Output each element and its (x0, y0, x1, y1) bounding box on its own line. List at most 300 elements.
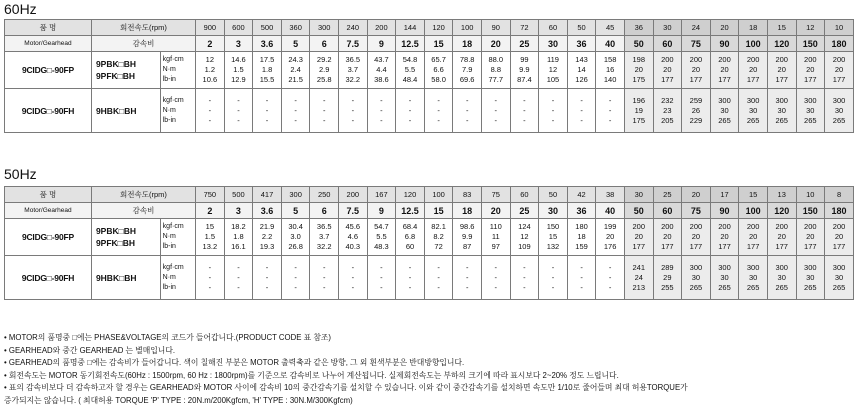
torque-value: 110 (489, 222, 502, 231)
torque-value: 30 (834, 272, 844, 282)
torque-value: - (465, 262, 469, 272)
speed-header: 회전속도(rpm) (91, 20, 195, 36)
torque-value: - (580, 272, 583, 282)
torque-unit: kgf·cm (162, 263, 184, 271)
torque-value: - (608, 272, 612, 282)
torque-value: - (437, 115, 440, 125)
torque-value: - (294, 272, 297, 282)
torque-value: 177 (804, 242, 817, 251)
torque-cell (767, 256, 796, 300)
ratio-cell: 120 (767, 36, 796, 52)
note-line: • 표의 감속비보다 더 감속하고자 할 경우는 GEARHEAD와 MOTOR 사이에 감속비 10의 중간감속기를 설치할 수 있습니다. 이와 같이 중간감속기를 설치하면 속도만 1/10로 줄어들며 최대 허용TORQUE가 (4, 383, 688, 392)
torque-value: 109 (518, 242, 531, 251)
torque-value: 30 (806, 105, 815, 115)
torque-value: - (523, 262, 526, 272)
torque-value: 78.8 (459, 55, 475, 64)
torque-value: - (294, 95, 297, 105)
torque-cell (424, 256, 453, 300)
torque-value: 196 (632, 95, 645, 105)
torque-value: 177 (746, 242, 760, 251)
motor-gearhead-header: Motor/Gearhead (5, 203, 92, 219)
torque-value: 2.4 (290, 65, 301, 74)
ratio-cell: 90 (710, 36, 739, 52)
torque-value: 1.2 (204, 65, 216, 74)
torque-value: 175 (632, 115, 645, 125)
ratio-cell: 90 (710, 203, 739, 219)
torque-unit: lb-in (162, 76, 176, 83)
speed-cell: 100 (424, 187, 453, 203)
ratio-cell: 6 (310, 36, 339, 52)
torque-cell (253, 52, 282, 89)
speed-cell: 45 (596, 20, 625, 36)
torque-value: 265 (718, 282, 731, 292)
torque-value: - (294, 262, 297, 272)
torque-unit: kgf·cm (162, 96, 184, 104)
torque-cell (196, 89, 225, 133)
torque-value: - (351, 272, 355, 282)
torque-value: 30 (748, 105, 758, 115)
torque-cell (196, 52, 225, 89)
torque-value: 177 (661, 75, 674, 84)
torque-value: 48.4 (402, 75, 418, 84)
torque-cell (624, 52, 653, 89)
torque-value: 25.8 (316, 75, 332, 84)
torque-value: 7.9 (461, 65, 473, 74)
torque-cell (510, 52, 539, 89)
torque-unit: kgf·cm (162, 223, 184, 230)
torque-value: 180 (575, 222, 588, 231)
torque-value: 18 (577, 232, 586, 241)
torque-value: - (265, 115, 269, 125)
torque-value: - (265, 262, 269, 272)
torque-value: 177 (689, 242, 703, 251)
torque-value: 300 (832, 262, 846, 272)
torque-value: 177 (632, 242, 645, 251)
torque-value: 97 (491, 242, 500, 251)
torque-value: - (322, 105, 326, 115)
torque-value: - (265, 105, 269, 115)
torque-value: - (494, 105, 498, 115)
motor-model-cell: 9CIDG□-90FP (5, 219, 92, 256)
torque-value: - (437, 95, 440, 105)
torque-value: 265 (746, 115, 760, 125)
torque-value: 200 (661, 55, 674, 64)
torque-row (5, 256, 854, 300)
torque-value: 20 (777, 232, 786, 241)
ratio-cell: 180 (825, 36, 854, 52)
torque-value: 30 (691, 272, 701, 282)
torque-value: - (208, 262, 212, 272)
torque-value: 20 (806, 232, 815, 241)
torque-value: 20 (605, 232, 615, 241)
torque-cell (224, 219, 253, 256)
torque-value: 199 (603, 222, 617, 231)
torque-value: 32.2 (345, 75, 361, 84)
torque-value: 23 (663, 105, 672, 115)
ratio-cell: 25 (510, 36, 539, 52)
torque-value: 20 (663, 232, 672, 241)
torque-value: - (608, 115, 612, 125)
torque-value: - (523, 282, 526, 292)
torque-value: 177 (718, 242, 731, 251)
speed-cell: 200 (367, 20, 396, 36)
speed-cell: 20 (682, 187, 711, 203)
torque-value: 16.1 (231, 242, 246, 251)
torque-value: - (523, 115, 526, 125)
torque-value: 20 (720, 232, 729, 241)
torque-value: 213 (632, 282, 645, 292)
torque-value: 177 (832, 75, 846, 84)
torque-value: 58.0 (431, 75, 446, 84)
speed-cell: 15 (739, 187, 768, 203)
torque-value: - (580, 105, 583, 115)
torque-value: 21.5 (288, 75, 303, 84)
torque-value: 255 (661, 282, 674, 292)
torque-value: - (408, 115, 412, 125)
torque-cell (253, 256, 282, 300)
torque-value: - (465, 272, 469, 282)
torque-value: 159 (575, 242, 588, 251)
torque-cell (653, 219, 682, 256)
torque-value: 19 (634, 105, 643, 115)
speed-cell: 900 (196, 20, 225, 36)
torque-value: 9.9 (461, 232, 473, 241)
speed-cell: 17 (710, 187, 739, 203)
torque-value: 87.4 (517, 75, 532, 84)
torque-value: 200 (689, 55, 703, 64)
torque-value: 200 (775, 55, 788, 64)
torque-cell (453, 52, 482, 89)
torque-cell (624, 89, 653, 133)
torque-cell (310, 89, 339, 133)
torque-cell (682, 219, 711, 256)
torque-cell (653, 256, 682, 300)
gearhead-model-cell (91, 89, 160, 133)
torque-value: 132 (546, 242, 560, 251)
motor-model-cell: 9CIDG□-90FP (5, 52, 92, 89)
torque-value: - (380, 272, 383, 282)
torque-value: 124 (518, 222, 531, 231)
torque-value: 8.8 (490, 65, 501, 74)
torque-cell (567, 89, 596, 133)
torque-cell (796, 256, 825, 300)
torque-value: 88.0 (488, 55, 504, 64)
torque-value: 32.2 (316, 242, 332, 251)
torque-value: 2.9 (319, 65, 330, 74)
torque-value: 12 (520, 232, 529, 241)
torque-value: 177 (775, 242, 788, 251)
torque-value: - (494, 115, 498, 125)
torque-value: 29 (663, 272, 672, 282)
torque-value: 200 (832, 222, 846, 231)
torque-value: 72 (434, 242, 443, 251)
torque-value: 30 (777, 105, 786, 115)
ratio-cell: 40 (596, 36, 625, 52)
torque-cell (710, 256, 739, 300)
speed-row (5, 20, 854, 36)
torque-value: - (494, 262, 498, 272)
ratio-row (5, 36, 854, 52)
torque-value: - (322, 272, 326, 282)
torque-value: - (380, 262, 383, 272)
torque-value: 65.7 (431, 55, 446, 64)
torque-cell (825, 52, 854, 89)
gearhead-model: 9PFK□BH (95, 238, 136, 248)
torque-value: 300 (775, 262, 788, 272)
speed-cell: 8 (825, 187, 854, 203)
ratio-cell: 5 (281, 203, 310, 219)
speed-cell: 360 (281, 20, 310, 36)
torque-value: 177 (689, 75, 703, 84)
ratio-cell: 60 (653, 36, 682, 52)
note-line: 증가되지는 않습니다. ( 최대허용 TORQUE 'P' TYPE : 20N.m/200Kgfcm, 'H' TYPE : 30N.M/300Kgfcm) (4, 395, 353, 405)
torque-value: 38.6 (374, 75, 389, 84)
torque-value: - (351, 282, 355, 292)
torque-value: - (408, 105, 412, 115)
torque-unit: N·m (162, 273, 176, 281)
torque-value: 98.6 (459, 222, 475, 231)
ratio-cell: 5 (281, 36, 310, 52)
ratio-cell: 75 (682, 36, 711, 52)
torque-cell (339, 219, 368, 256)
torque-value: 300 (832, 95, 846, 105)
section-title-60hz: 60Hz (4, 1, 37, 17)
torque-cell (796, 52, 825, 89)
torque-cell (825, 256, 854, 300)
torque-value: 69.6 (459, 75, 475, 84)
speed-cell: 10 (796, 187, 825, 203)
torque-value: 99 (520, 55, 529, 64)
torque-cell (339, 52, 368, 89)
gearhead-model-cell (91, 52, 160, 89)
torque-value: 200 (718, 55, 731, 64)
torque-value: 30.4 (288, 222, 303, 231)
torque-value: 126 (575, 75, 588, 84)
torque-value: 177 (775, 75, 788, 84)
speed-cell: 38 (596, 187, 625, 203)
torque-cell (396, 256, 425, 300)
torque-cell (567, 52, 596, 89)
torque-value: 15.5 (259, 75, 275, 84)
torque-cell (510, 89, 539, 133)
torque-value: - (437, 282, 440, 292)
torque-value: 300 (746, 262, 760, 272)
torque-value: 8.2 (433, 232, 444, 241)
gearhead-model: 9PFK□BH (95, 71, 136, 81)
torque-value: - (380, 115, 383, 125)
torque-unit-cell (160, 219, 195, 256)
speed-cell: 72 (510, 20, 539, 36)
torque-value: 265 (804, 282, 817, 292)
torque-value: 17.5 (259, 55, 275, 64)
ratio-cell: 100 (739, 36, 768, 52)
gearhead-model: 9PBK□BH (95, 59, 137, 69)
torque-value: 20 (806, 65, 815, 74)
torque-value: 200 (746, 222, 760, 231)
torque-unit: N·m (162, 106, 176, 114)
torque-value: 60 (405, 242, 415, 251)
torque-value: 1.5 (204, 232, 216, 241)
note-line: • GEARHEAD와 중간 GEARHEAD 는 별매입니다. (4, 345, 176, 355)
torque-value: 16 (605, 65, 615, 74)
torque-value: - (322, 282, 326, 292)
torque-cell (825, 219, 854, 256)
ratio-cell: 25 (510, 203, 539, 219)
torque-value: 19.3 (259, 242, 275, 251)
torque-cell (481, 219, 510, 256)
torque-cell (653, 52, 682, 89)
torque-value: - (408, 95, 412, 105)
torque-value: - (437, 262, 440, 272)
torque-value: 300 (718, 95, 731, 105)
torque-cell (510, 219, 539, 256)
torque-value: 9.9 (519, 65, 530, 74)
torque-value: 11 (491, 232, 500, 241)
torque-value: 13.2 (202, 242, 218, 251)
torque-value: 20 (634, 232, 643, 241)
speed-cell: 30 (624, 187, 653, 203)
torque-value: - (237, 272, 240, 282)
torque-cell (481, 52, 510, 89)
torque-cell (424, 52, 453, 89)
speed-cell: 50 (539, 187, 568, 203)
torque-value: 20 (834, 65, 844, 74)
torque-value: - (465, 282, 469, 292)
torque-value: 20 (691, 232, 701, 241)
torque-cell (224, 52, 253, 89)
torque-value: - (580, 95, 583, 105)
torque-value: - (551, 105, 555, 115)
torque-value: 21.9 (259, 222, 275, 231)
torque-value: 10.6 (202, 75, 218, 84)
speed-cell: 83 (453, 187, 482, 203)
torque-cell (767, 219, 796, 256)
torque-value: 3.7 (347, 65, 359, 74)
torque-cell (253, 89, 282, 133)
torque-value: 143 (575, 55, 588, 64)
torque-value: 265 (832, 115, 846, 125)
torque-value: 300 (804, 95, 817, 105)
torque-value: 105 (546, 75, 560, 84)
ratio-cell: 50 (624, 203, 653, 219)
torque-value: 14 (577, 65, 586, 74)
torque-value: 300 (746, 95, 760, 105)
torque-cell (739, 219, 768, 256)
torque-value: 24 (634, 272, 643, 282)
torque-row (5, 52, 854, 89)
torque-value: 177 (832, 242, 846, 251)
torque-value: - (494, 282, 498, 292)
torque-value: - (551, 262, 555, 272)
ratio-cell: 30 (539, 36, 568, 52)
speed-cell: 75 (481, 187, 510, 203)
note-line: • GEARHEAD의 품명중 □에는 감속비가 들어갑니다. 색이 칠해진 부분은 MOTOR 출력축과 같은 방향, 그 외 흰색부분은 반대방향입니다. (4, 358, 465, 367)
torque-value: 6.8 (404, 232, 416, 241)
torque-value: 43.7 (374, 55, 389, 64)
torque-cell (539, 256, 568, 300)
torque-value: 289 (661, 262, 674, 272)
torque-cell (653, 89, 682, 133)
torque-value: 54.8 (402, 55, 418, 64)
torque-value: - (208, 115, 212, 125)
torque-value: - (580, 262, 583, 272)
torque-value: 200 (775, 222, 788, 231)
torque-value: 177 (804, 75, 817, 84)
torque-value: 30 (834, 105, 844, 115)
torque-value: - (494, 272, 498, 282)
torque-value: - (208, 272, 212, 282)
torque-value: 26 (691, 105, 701, 115)
speed-cell: 60 (539, 20, 568, 36)
torque-cell (453, 219, 482, 256)
torque-value: 36.5 (345, 55, 361, 64)
torque-value: 265 (804, 115, 817, 125)
torque-unit: lb-in (162, 116, 176, 124)
ratio-cell: 18 (453, 36, 482, 52)
ratio-cell: 3 (224, 203, 253, 219)
torque-value: 198 (632, 55, 645, 64)
speed-cell: 13 (767, 187, 796, 203)
torque-value: - (551, 282, 555, 292)
torque-value: 300 (804, 262, 817, 272)
torque-value: - (237, 262, 240, 272)
torque-cell (624, 219, 653, 256)
torque-value: 140 (603, 75, 617, 84)
torque-value: - (465, 95, 469, 105)
torque-value: 45.6 (345, 222, 361, 231)
torque-value: 14.6 (231, 55, 246, 64)
torque-unit: lb-in (162, 283, 176, 291)
torque-value: 265 (832, 282, 846, 292)
torque-cell (682, 89, 711, 133)
torque-value: 20 (720, 65, 729, 74)
torque-value: - (608, 105, 612, 115)
ratio-cell: 150 (796, 36, 825, 52)
torque-row (5, 219, 854, 256)
torque-value: 200 (661, 222, 674, 231)
torque-value: 265 (775, 115, 788, 125)
torque-value: - (380, 282, 383, 292)
torque-value: 300 (689, 262, 703, 272)
torque-value: 29.2 (316, 55, 332, 64)
torque-cell (196, 219, 225, 256)
torque-value: 150 (546, 222, 560, 231)
torque-cell (682, 256, 711, 300)
motor-model-cell: 9CIDG□-90FH (5, 256, 92, 300)
torque-unit-cell (160, 256, 195, 300)
torque-value: - (465, 115, 469, 125)
speed-cell: 15 (767, 20, 796, 36)
torque-cell (281, 256, 310, 300)
torque-value: - (208, 95, 212, 105)
torque-value: - (237, 95, 240, 105)
torque-unit: N·m (162, 66, 176, 73)
torque-unit-cell (160, 89, 195, 133)
torque-value: 200 (632, 222, 645, 231)
torque-value: 205 (661, 115, 674, 125)
torque-value: 54.7 (374, 222, 389, 231)
torque-value: - (608, 262, 612, 272)
torque-value: 200 (689, 222, 703, 231)
torque-cell (539, 89, 568, 133)
torque-cell (481, 89, 510, 133)
torque-cell (567, 219, 596, 256)
torque-cell (253, 219, 282, 256)
torque-cell (453, 256, 482, 300)
torque-cell (739, 89, 768, 133)
torque-value: - (523, 272, 526, 282)
torque-value: 158 (603, 55, 617, 64)
